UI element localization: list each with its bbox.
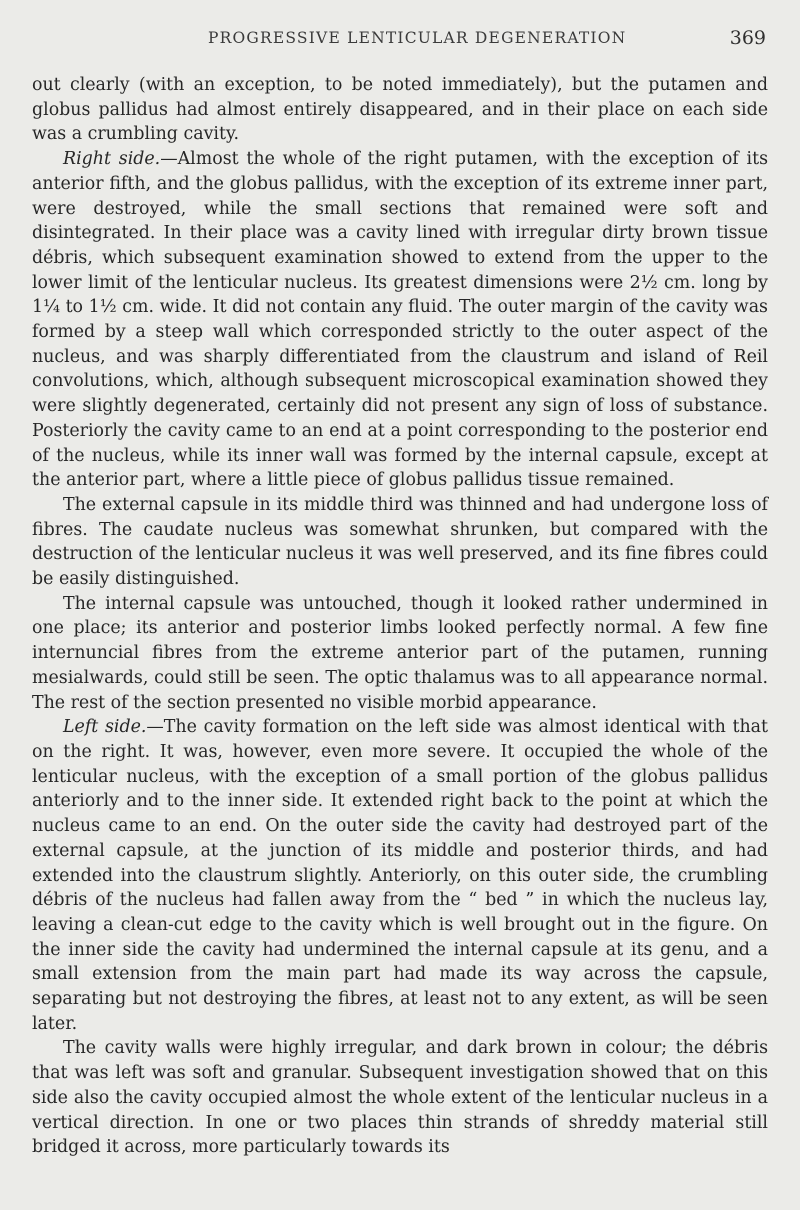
paragraph-internal-capsule — [32, 592, 768, 716]
body-text — [32, 73, 768, 1160]
paragraph-continuation — [32, 73, 768, 147]
page-number: 369 — [729, 27, 766, 49]
paragraph-text: The internal capsule was untouched, though it looked rather undermined in one place; its anterior and posterior limbs looked perfectly normal. A few fine internuncial fibres from the extreme anterior part of the putamen, running mesialwards, could still be seen. The optic thalamus was to all appearance normal. The rest of the section presented no visible morbid appearance. — [32, 593, 768, 713]
paragraph-external-capsule — [32, 493, 768, 592]
running-header — [32, 27, 768, 55]
section-lead-right-side: Right side. — [63, 149, 161, 170]
paragraph-text: —Almost the whole of the right putamen, with the exception of its anterior fifth, and the globus pallidus, with the exception of its extreme inner part, were destroyed, while the small sections that remained were soft and disintegrated. In their place was a cavity lined with irregular dirty brown tissue débris, which subsequent examination showed to extend from the upper to the lower limit of the lenticular nucleus. Its greatest dimensions were 2½ cm. long by 1¼ to 1½ cm. wide. It did not contain any fluid. The outer margin of the cavity was formed by a steep wall which corresponded strictly to the outer aspect of the nucleus, and was sharply differentiated from the claustrum and island of Reil convolutions, which, although subsequent microscopical examination showed they were slightly degenerated, certainly did not present any sign of loss of substance. Posteriorly the cavity came to an end at a point corresponding to the posterior end of the nucleus, while its inner wall was formed by the internal capsule, except at the anterior part, where a little piece of globus pallidus tissue remained. — [32, 149, 768, 491]
paragraph-left-side — [32, 715, 768, 1036]
paragraph-text: The external capsule in its middle third was thinned and had undergone loss of fibres. The caudate nucleus was somewhat shrunken, but compared with the destruction of the lenticular nucleus it was well preserved, and its fine fibres could be easily distinguished. — [32, 494, 768, 590]
section-lead-left-side: Left side. — [63, 717, 147, 738]
paragraph-text: The cavity walls were highly irregular, and dark brown in colour; the débris that was left was soft and granular. Subsequent investigation showed that on this side also the cavity occupied almost the whole extent of the lenticular nucleus in a vertical direction. In one or two places thin strands of shreddy material still bridged it across, more particularly towards its — [32, 1038, 768, 1158]
paragraph-right-side — [32, 147, 768, 493]
paragraph-text: out clearly (with an exception, to be noted immediately), but the putamen and globus pallidus had almost entirely disappeared, and in their place on each side was a crumbling cavity. — [32, 75, 768, 145]
running-title: PROGRESSIVE LENTICULAR DEGENERATION — [208, 29, 627, 47]
paragraph-cavity-walls — [32, 1036, 768, 1160]
paragraph-text: —The cavity formation on the left side was almost identical with that on the right. It was, however, even more severe. It occupied the whole of the lenticular nucleus, with the exception of a small portion of the globus pallidus anteriorly and to the inner side. It extended right back to the point at which the nucleus came to an end. On the outer side the cavity had destroyed part of the external capsule, at the junction of its middle and posterior thirds, and had extended into the claustrum slightly. Anteriorly, on this outer side, the crumbling débris of the nucleus had fallen away from the “ bed ” in which the nucleus lay, leaving a clean-cut edge to the cavity which is well brought out in the figure. On the inner side the cavity had undermined the internal capsule at its genu, and a small extension from the main part had made its way across the capsule, separating but not destroying the fibres, at least not to any extent, as will be seen later. — [32, 717, 769, 1034]
